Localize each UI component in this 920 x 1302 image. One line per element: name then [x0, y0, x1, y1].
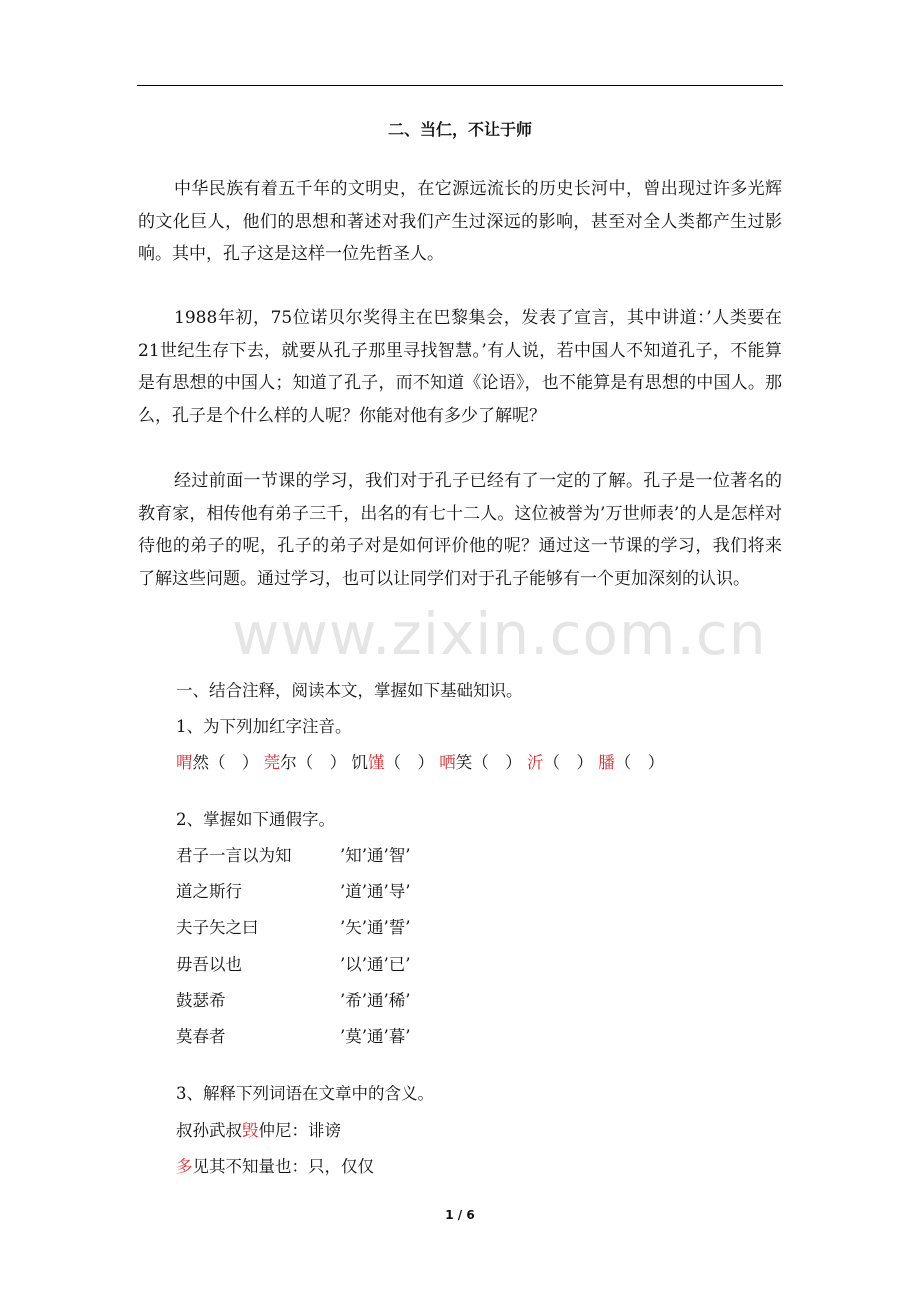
definition-row: 叔孙武叔毁仲尼：诽谤 [176, 1121, 341, 1140]
q2-prompt: 2、掌握如下通假字。 [176, 810, 335, 829]
tongjia-phrase: 莫春者 [176, 1027, 226, 1046]
pinyin-item: 沂（ ） [527, 753, 593, 772]
intro-paragraph-1: 中华民族有着五千年的文明史，在它源远流长的历史长河中，曾出现过许多光辉的文化巨人，他们的思想和著述对我们产生过深远的影响，甚至对全人类都产生过影响。其中，孔子这是这样一位先哲圣人。 [138, 179, 782, 265]
pinyin-item: 膰（ ） [598, 753, 665, 772]
tongjia-phrase: 君子一言以为知 [176, 846, 292, 865]
intro-paragraph-2: 1988年初，75位诺贝尔奖得主在巴黎集会，发表了宣言，其中讲道：’人类要在21世纪生存下去，就要从孔子那里寻找智慧。’有人说，若中国人不知道孔子，不能算是有思想的中国人；知道了孔子，而不知道《论语》，也不能算是有思想的中国人。那么，孔子是个什么样的人呢？你能对他有多少了解呢？ [138, 308, 782, 427]
pinyin-item: 喟然（ ） [176, 753, 259, 772]
tongjia-phrase: 鼓瑟希 [176, 991, 226, 1010]
q1-prompt: 1、为下列加红字注音。 [176, 717, 352, 736]
tongjia-note: ’矢’通’誓’ [340, 918, 411, 937]
pinyin-item: 饥馑（ ） [351, 753, 434, 772]
section1-heading: 一、结合注释，阅读本文，掌握如下基础知识。 [176, 681, 523, 700]
tongjia-note: ’知’通’智’ [340, 846, 411, 865]
page-title: 二、当仁，不让于师 [387, 120, 532, 139]
tongjia-phrase: 夫子矢之曰 [176, 918, 259, 937]
header-rule [137, 85, 783, 86]
tongjia-phrase: 毋吾以也 [176, 955, 242, 974]
tongjia-note: ’以’通’已’ [340, 955, 411, 974]
pinyin-item: 哂笑（ ） [439, 753, 522, 772]
q3-prompt: 3、解释下列词语在文章中的含义。 [176, 1084, 434, 1103]
definition-row: 多见其不知量也：只，仅仅 [176, 1157, 374, 1176]
page-number: 1 / 6 [445, 1208, 475, 1222]
tongjia-note: ’莫’通’暮’ [340, 1027, 411, 1046]
watermark: www.zixin.com.cn [232, 600, 767, 668]
tongjia-phrase: 道之斯行 [176, 882, 242, 901]
tongjia-note: ’道’通’导’ [340, 882, 411, 901]
pinyin-items [176, 749, 664, 773]
tongjia-note: ’希’通’稀’ [340, 991, 411, 1010]
intro-paragraph-3: 经过前面一节课的学习，我们对于孔子已经有了一定的了解。孔子是一位著名的教育家，相传他有弟子三千，出名的有七十二人。这位被誉为’万世师表’的人是怎样对待他的弟子的呢，孔子的弟子对是如何评价他的呢？通过这一节课的学习，我们将来了解这些问题。通过学习，也可以让同学们对于孔子能够有一个更加深刻的认识。 [138, 471, 782, 590]
pinyin-item: 莞尔（ ） [263, 753, 347, 772]
